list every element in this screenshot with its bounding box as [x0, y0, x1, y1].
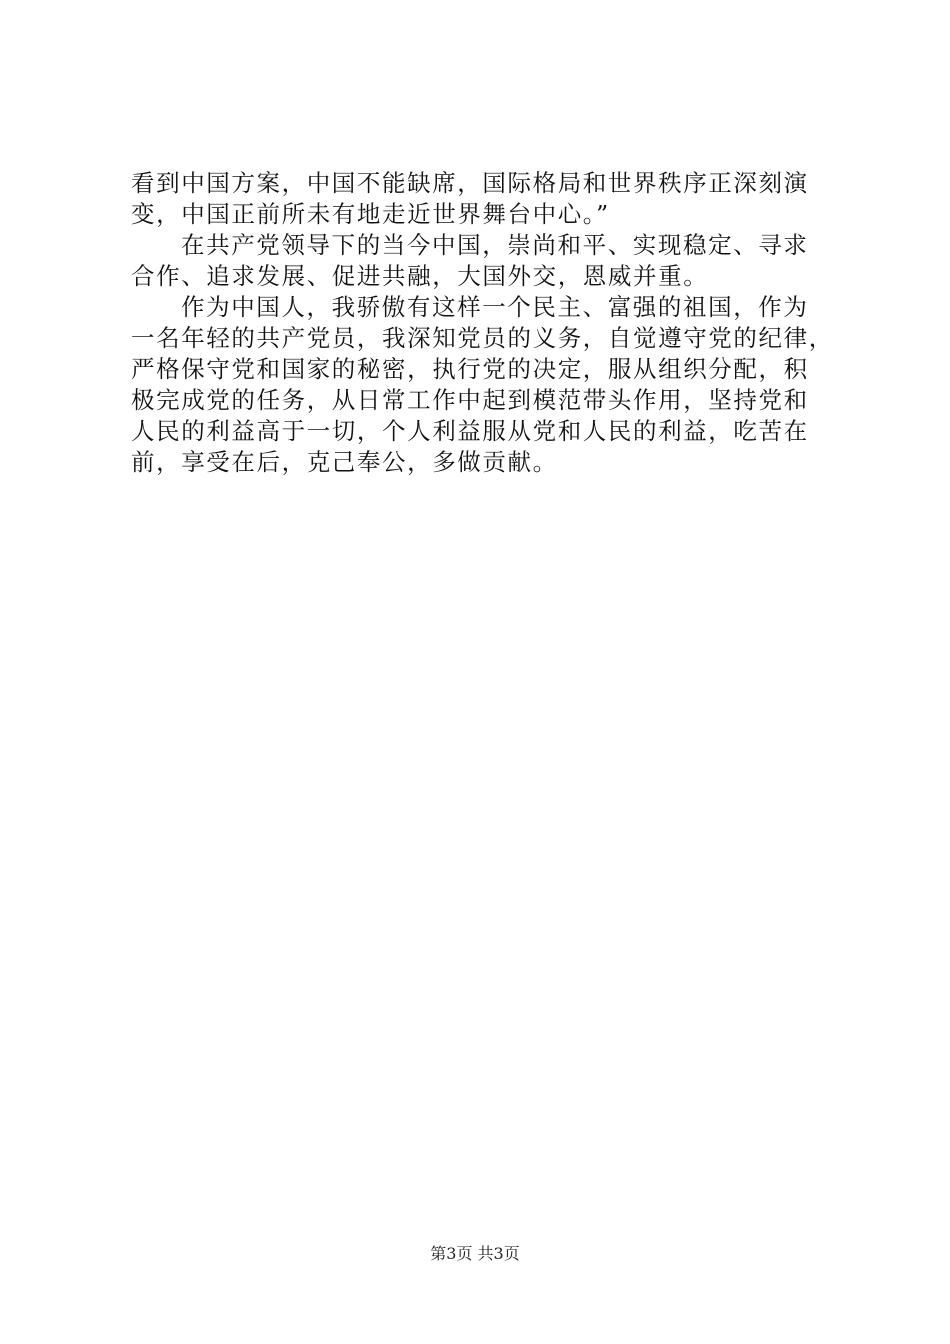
- text-line: 变，中国正前所未有地走近世界舞台中心。”: [131, 200, 610, 228]
- text-line: 看到中国方案，中国不能缺席，国际格局和世界秩序正深刻演: [131, 169, 809, 197]
- text-line: 合作、追求发展、促进共融，大国外交，恩威并重。: [131, 262, 709, 290]
- page-number-label: 第3页 共3页: [430, 1244, 520, 1263]
- text-line: 人民的利益高于一切，个人利益服从党和人民的利益，吃苦在: [131, 417, 809, 445]
- page-footer: [0, 1244, 950, 1264]
- text-line: 作为中国人，我骄傲有这样一个民主、富强的祖国，作为: [181, 293, 809, 321]
- text-line: 在共产党领导下的当今中国，崇尚和平、实现稳定、寻求: [181, 231, 809, 259]
- document-body: [131, 168, 836, 478]
- text-line: 一名年轻的共产党员，我深知党员的义务，自觉遵守党的纪律，: [131, 324, 834, 352]
- text-line: 前，享受在后，克己奉公，多做贡献。: [131, 448, 558, 476]
- text-line: 严格保守党和国家的秘密，执行党的决定，服从组织分配，积: [131, 355, 809, 383]
- text-line: 极完成党的任务，从日常工作中起到模范带头作用，坚持党和: [131, 386, 809, 414]
